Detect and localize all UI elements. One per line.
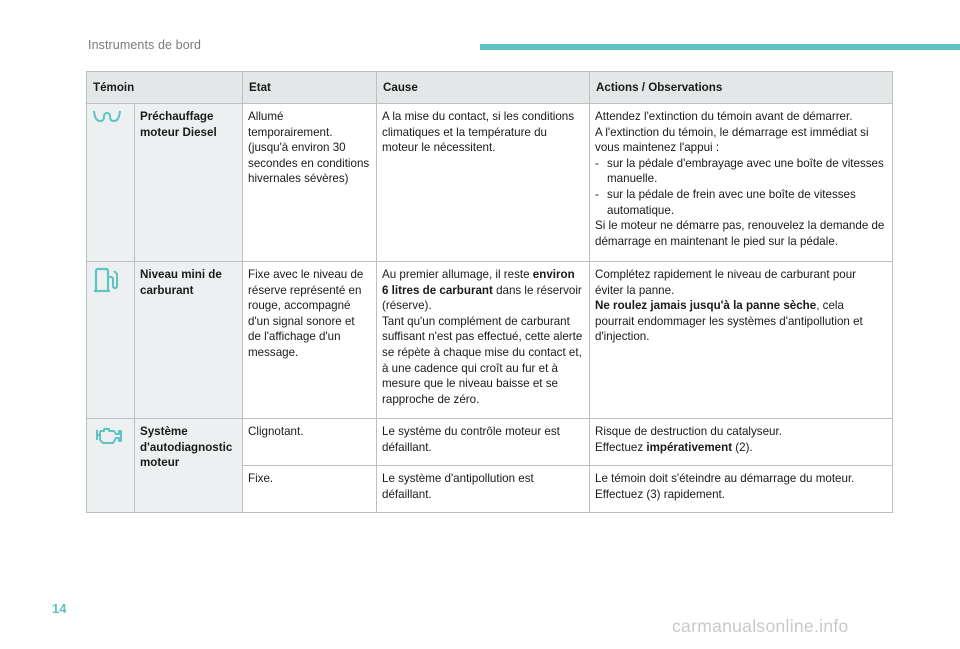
column-header-actions: Actions / Observations (590, 72, 893, 104)
icon-cell (87, 419, 135, 513)
glow-plug-icon (92, 109, 122, 125)
action-text: Effectuez (3) rapidement. (595, 487, 725, 501)
action-bullet: - sur la pédale de frein avec une boîte de vitesses automatique. (595, 187, 856, 217)
cause-emphasis: environ 6 litres de carburant (382, 268, 575, 297)
cause-cell: Le système d'antipollution est défaillant. (377, 466, 590, 513)
action-text: Risque de destruction du catalyseur. (595, 425, 782, 438)
warning-name: Niveau mini de carburant (135, 262, 243, 419)
action-text: A l'extinction du témoin, le démarrage est immédiat si vous maintenez l'appui : (595, 125, 869, 155)
column-header-etat: Etat (243, 72, 377, 104)
action-text: Complétez rapidement le niveau de carburant pour éviter la panne. (595, 268, 857, 297)
action-bullet: - sur la pédale d'embrayage avec une boîte de vitesses manuelle. (595, 156, 884, 186)
action-text: Ne roulez jamais jusqu'à la panne sèche, cela pourrait endommager les systèmes d'antipollution et d'injection. (595, 299, 863, 344)
actions-cell (590, 466, 893, 513)
watermark: carmanualsonline.info (672, 616, 849, 636)
icon-cell (87, 104, 135, 262)
actions-cell (590, 419, 893, 466)
table-row (87, 262, 893, 419)
state-cell: Fixe avec le niveau de réserve représenté en rouge, accompagné d'un signal sonore et de l'affichage d'un message. (243, 262, 377, 419)
cause-text: Tant qu'un complément de carburant suffisant n'est pas effectué, cette alerte se répète à chaque mise du contact et, à une cadence qui croît au fur et à mesure que le niveau baisse et se rapproche de zéro. (382, 314, 583, 406)
actions-cell (590, 104, 893, 262)
state-cell: Allumé temporairement. (jusqu'à environ 30 secondes en conditions hivernales sévères) (243, 104, 377, 262)
action-text: Attendez l'extinction du témoin avant de démarrer. (595, 110, 853, 123)
column-header-cause: Cause (377, 72, 590, 104)
section-title: Instruments de bord (88, 38, 202, 52)
state-cell: Clignotant. (243, 419, 377, 466)
engine-check-icon (92, 424, 124, 446)
state-cell: Fixe. (243, 466, 377, 513)
table-header-row (87, 72, 893, 104)
action-text: Le témoin doit s'éteindre au démarrage du moteur. (595, 472, 855, 486)
cause-cell: Le système du contrôle moteur est défaillant. (377, 419, 590, 466)
warning-name: Système d'autodiagnostic moteur (135, 419, 243, 513)
warning-lights-table (86, 71, 893, 513)
icon-cell (87, 262, 135, 419)
action-text: Si le moteur ne démarre pas, renouvelez la demande de démarrage en maintenant le pied sur la pédale. (595, 219, 885, 248)
cause-cell (377, 262, 590, 419)
header-accent-bar (480, 44, 960, 50)
warning-name: Préchauffage moteur Diesel (135, 104, 243, 262)
action-emphasis: Ne roulez jamais jusqu'à la panne sèche (595, 299, 817, 313)
column-header-temoin: Témoin (87, 72, 243, 104)
action-text: Effectuez impérativement (2). (595, 440, 753, 454)
page-number: 14 (52, 601, 67, 616)
cause-cell: A la mise du contact, si les conditions climatiques et la température du moteur le nécessitent. (377, 104, 590, 262)
fuel-pump-icon (92, 267, 120, 293)
table-row (87, 419, 893, 466)
action-emphasis: impérativement (646, 440, 733, 454)
cause-text: Au premier allumage, il reste environ 6 litres de carburant dans le réservoir (réserve). (382, 268, 582, 313)
table-row (87, 104, 893, 262)
actions-cell (590, 262, 893, 419)
